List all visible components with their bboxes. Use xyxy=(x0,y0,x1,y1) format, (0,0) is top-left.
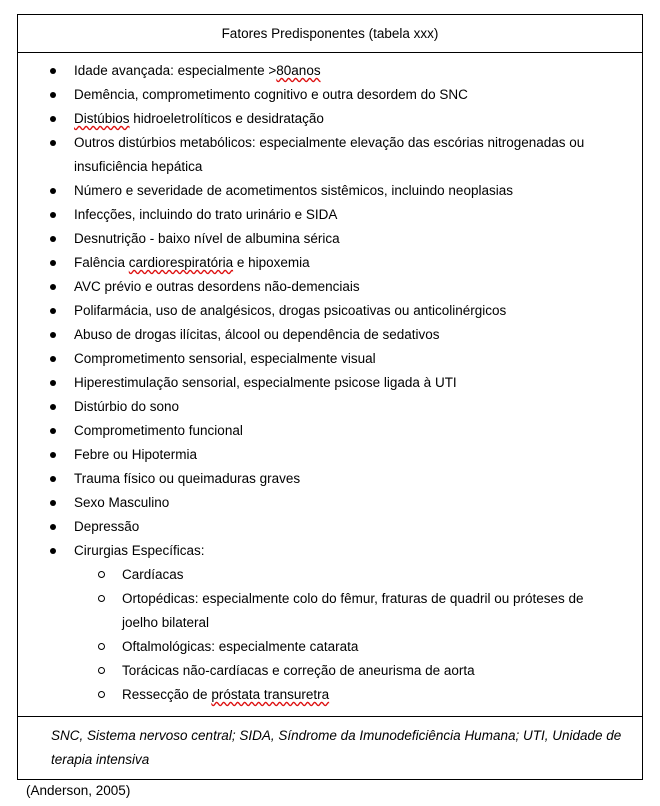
item-text: Desnutrição - baixo nível de albumina sérica xyxy=(74,231,340,246)
list-item xyxy=(18,131,642,179)
list-item xyxy=(18,467,642,491)
hollow-bullet-icon xyxy=(98,643,105,650)
hollow-bullet-icon xyxy=(98,691,105,698)
bullet-icon xyxy=(50,428,56,434)
item-text: Oftalmológicas: especialmente catarata xyxy=(122,639,359,654)
item-text: Infecções, incluindo do trato urinário e SIDA xyxy=(74,207,338,222)
item-text: Número e severidade de acometimentos sistêmicos, incluindo neoplasias xyxy=(74,183,513,198)
bullet-icon xyxy=(50,308,56,314)
list-item xyxy=(18,59,642,83)
table-title: Fatores Predisponentes (tabela xxx) xyxy=(221,26,439,41)
item-text: Cardíacas xyxy=(122,567,184,582)
citation: (Anderson, 2005) xyxy=(26,783,131,798)
item-text: Hiperestimulação sensorial, especialmente psicose ligada à UTI xyxy=(74,375,457,390)
predisposing-factors-table xyxy=(17,14,643,780)
list-item xyxy=(18,419,642,443)
surgeries-sublist xyxy=(74,563,628,707)
bullet-icon xyxy=(50,452,56,458)
list-item xyxy=(18,299,642,323)
item-text: Comprometimento funcional xyxy=(74,423,243,438)
bullet-icon xyxy=(50,188,56,194)
item-text: hidroeletrolíticos e desidratação xyxy=(129,111,324,126)
item-text: e hipoxemia xyxy=(233,255,310,270)
list-item xyxy=(18,491,642,515)
list-item xyxy=(18,203,642,227)
item-text: Idade avançada: especialmente > xyxy=(74,63,277,78)
bullet-icon xyxy=(50,356,56,362)
item-text: Comprometimento sensorial, especialmente visual xyxy=(74,351,376,366)
list-item xyxy=(18,539,642,707)
item-text: Ressecção de xyxy=(122,687,212,702)
bullet-icon xyxy=(50,380,56,386)
item-text: Depressão xyxy=(74,519,140,534)
list-item xyxy=(18,323,642,347)
hollow-bullet-icon xyxy=(98,595,105,602)
item-text: Outros distúrbios metabólicos: especialmente elevação das escórias nitrogenadas ou insuficiência hepática xyxy=(74,135,585,174)
list-item xyxy=(18,179,642,203)
list-item xyxy=(18,107,642,131)
item-text: AVC prévio e outras desordens não-demenciais xyxy=(74,279,360,294)
item-text: Demência, comprometimento cognitivo e outra desordem do SNC xyxy=(74,87,468,102)
sub-list-item xyxy=(74,659,628,683)
item-text: Falência xyxy=(74,255,129,270)
bullet-icon xyxy=(50,524,56,530)
sub-list-item xyxy=(74,563,628,587)
list-item xyxy=(18,371,642,395)
bullet-icon xyxy=(50,548,56,554)
bullet-icon xyxy=(50,476,56,482)
item-text: Ortopédicas: especialmente colo do fêmur, fraturas de quadril ou próteses de joelho bilateral xyxy=(122,591,584,630)
hollow-bullet-icon xyxy=(98,667,105,674)
factors-list xyxy=(18,59,642,707)
spellcheck-flagged-text: 80anos xyxy=(276,63,321,78)
item-text: Torácicas não-cardíacas e correção de aneurisma de aorta xyxy=(122,663,475,678)
bullet-icon xyxy=(50,140,56,146)
item-text: Sexo Masculino xyxy=(74,495,170,510)
item-text: Febre ou Hipotermia xyxy=(74,447,198,462)
item-text: Trauma físico ou queimaduras graves xyxy=(74,471,301,486)
sub-list-item xyxy=(74,683,628,707)
list-item xyxy=(18,515,642,539)
spellcheck-flagged-text: próstata transuretra xyxy=(211,687,330,702)
list-item xyxy=(18,275,642,299)
item-text: Polifarmácia, uso de analgésicos, drogas psicoativas ou anticolinérgicos xyxy=(74,303,507,318)
item-text: Abuso de drogas ilícitas, álcool ou dependência de sedativos xyxy=(74,327,440,342)
list-item xyxy=(18,395,642,419)
table-footnote: SNC, Sistema nervoso central; SIDA, Síndrome da Imunodeficiência Humana; UTI, Unidade de terapia intensiva xyxy=(51,728,622,767)
bullet-icon xyxy=(50,332,56,338)
bullet-icon xyxy=(50,116,56,122)
spellcheck-flagged-text: cardiorespiratória xyxy=(128,255,234,270)
item-text: Distúrbio do sono xyxy=(74,399,180,414)
bullet-icon xyxy=(50,68,56,74)
bullet-icon xyxy=(50,260,56,266)
bullet-icon xyxy=(50,92,56,98)
table-header xyxy=(18,15,642,53)
list-item xyxy=(18,443,642,467)
sub-list-item xyxy=(74,635,628,659)
bullet-icon xyxy=(50,500,56,506)
table-body xyxy=(18,53,642,717)
list-item xyxy=(18,347,642,371)
bullet-icon xyxy=(50,284,56,290)
bullet-icon xyxy=(50,404,56,410)
bullet-icon xyxy=(50,236,56,242)
item-text: Cirurgias Específicas: xyxy=(74,543,205,558)
hollow-bullet-icon xyxy=(98,571,105,578)
list-item xyxy=(18,83,642,107)
bullet-icon xyxy=(50,212,56,218)
list-item xyxy=(18,227,642,251)
list-item xyxy=(18,251,642,275)
sub-list-item xyxy=(74,587,628,635)
spellcheck-flagged-text: Distúbios xyxy=(74,111,130,126)
